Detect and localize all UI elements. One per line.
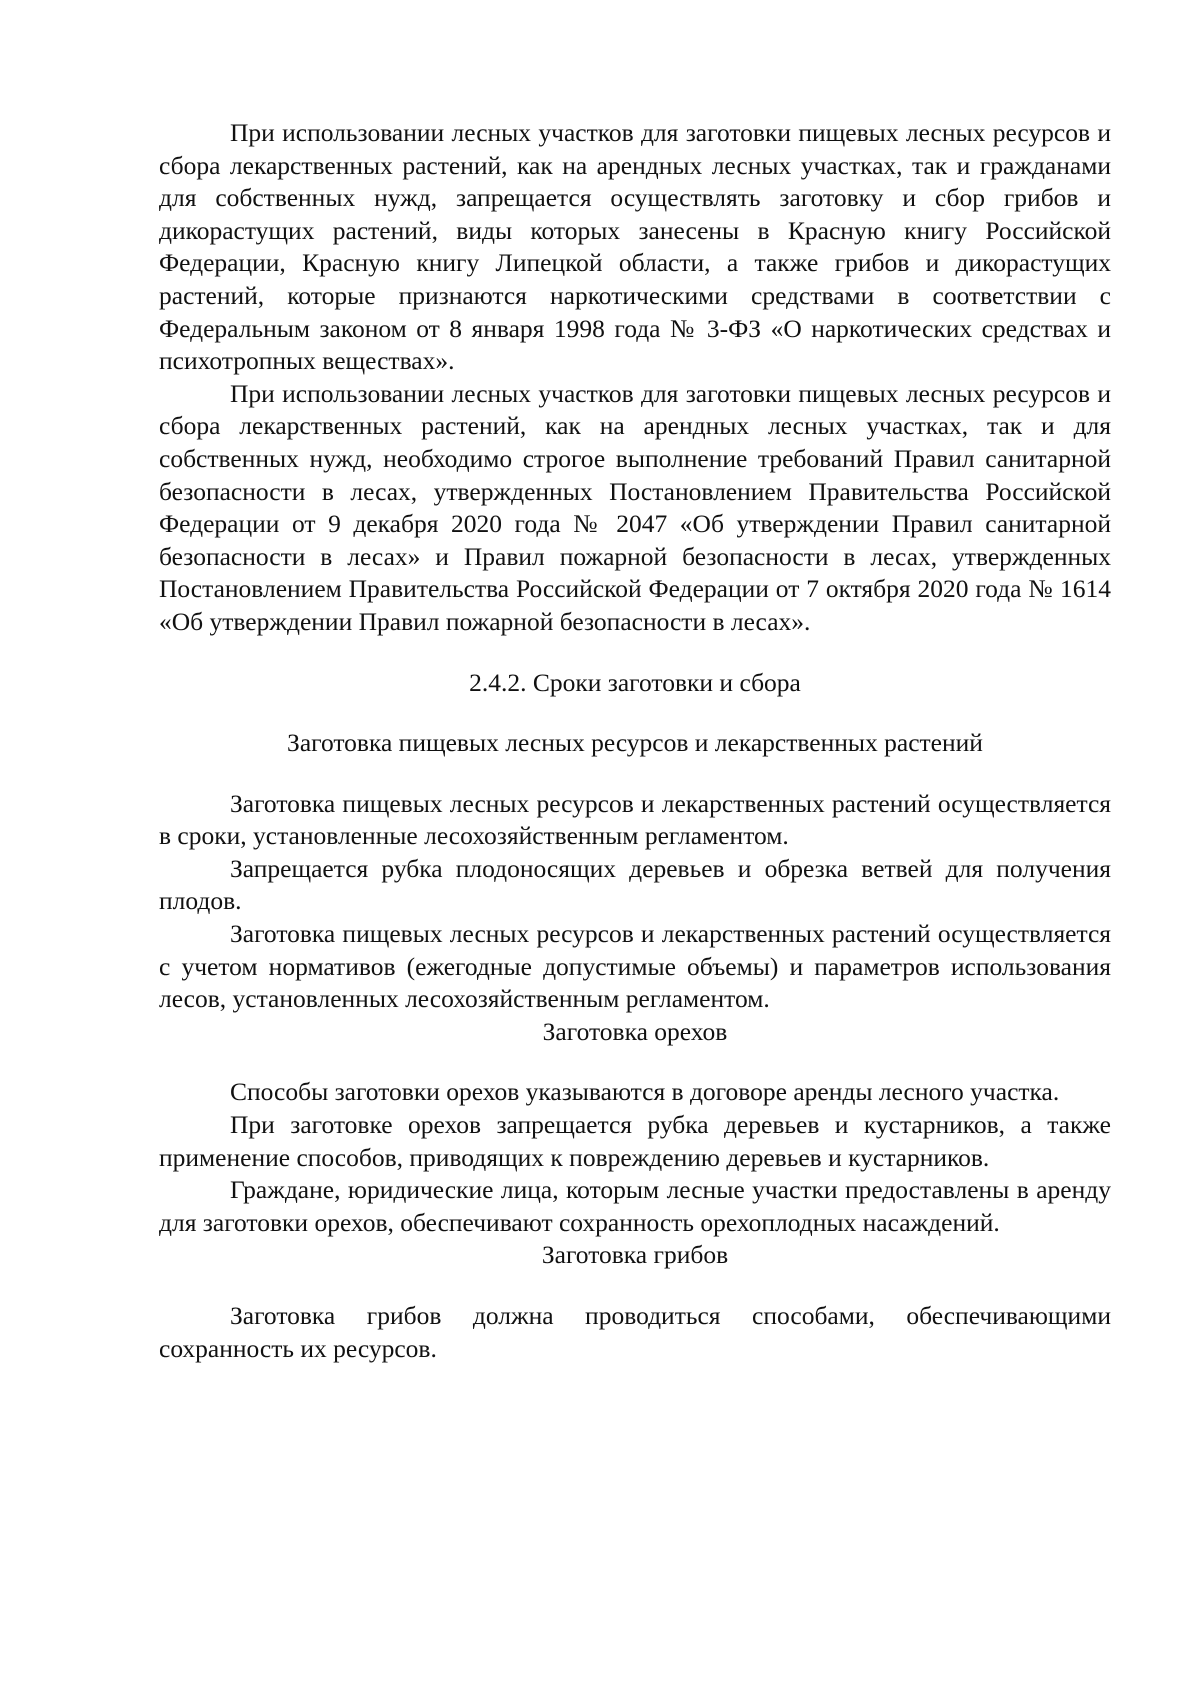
paragraph-food-terms: Заготовка пищевых лесных ресурсов и лекарственных растений осуществляется в сроки, установленные лесохозяйственным регламентом. [159,788,1111,851]
subsection-heading-mushrooms: Заготовка грибов [541,1240,729,1270]
paragraph-food-norms: Заготовка пищевых лесных ресурсов и лекарственных растений осуществляется с учетом нормативов (ежегодные допустимые объемы) и параметров использования лесов, установленных лесохозяйственным регламентом. [159,919,1111,1014]
paragraph-nuts-prohibition: При заготовке орехов запрещается рубка деревьев и кустарников, а также применение способов, приводящих к повреждению деревьев и кустарников. [159,1110,1111,1172]
paragraph-food-prohibition: Запрещается рубка плодоносящих деревьев и обрезка ветвей для получения плодов. [159,853,1111,916]
subsection-heading-food-resources: Заготовка пищевых лесных ресурсов и лекарственных растений [287,728,983,758]
paragraph-safety-rules: При использовании лесных участков для заготовки пищевых лесных ресурсов и сбора лекарственных растений, как на арендных лесных участках, так и для собственных нужд, необходимо строгое выполнение требований Правил санитарной безопасности в лесах, утвержденных Постановлением Правительства Российской Федерации от 9 декабря 2020 года № 2047 «Об утверждении Правил санитарной безопасности в лесах» и Правил пожарной безопасности в лесах, утвержденных Постановлением Правительства Российской Федерации от 7 октября 2020 года № 1614 «Об утверждении Правил пожарной безопасности в лесах». [159,378,1111,636]
section-heading: 2.4.2. Сроки заготовки и сбора [469,667,801,697]
paragraph-prohibited-species: При использовании лесных участков для заготовки пищевых лесных ресурсов и сбора лекарственных растений, как на арендных лесных участках, так и гражданами для собственных нужд, запрещается осуществлять заготовку и сбор грибов и дикорастущих растений, виды которых занесены в Красную книгу Российской Федерации, Красную книгу Липецкой области, а также грибов и дикорастущих растений, которые признаются наркотическими средствами в соответствии с Федеральным законом от 8 января 1998 года № 3-ФЗ «О наркотических средствах и психотропных веществах». [159,118,1111,376]
paragraph-nuts-preservation: Граждане, юридические лица, которым лесные участки предоставлены в аренду для заготовки орехов, обеспечивают сохранность орехоплодных насаждений. [159,1175,1111,1237]
paragraph-mushrooms-methods: Заготовка грибов должна проводиться способами, обеспечивающими сохранность их ресурсов. [159,1301,1111,1363]
paragraph-nuts-methods: Способы заготовки орехов указываются в договоре аренды лесного участка. [230,1077,1060,1107]
document-page [159,117,1111,1365]
subsection-heading-nuts: Заготовка орехов [542,1016,728,1046]
